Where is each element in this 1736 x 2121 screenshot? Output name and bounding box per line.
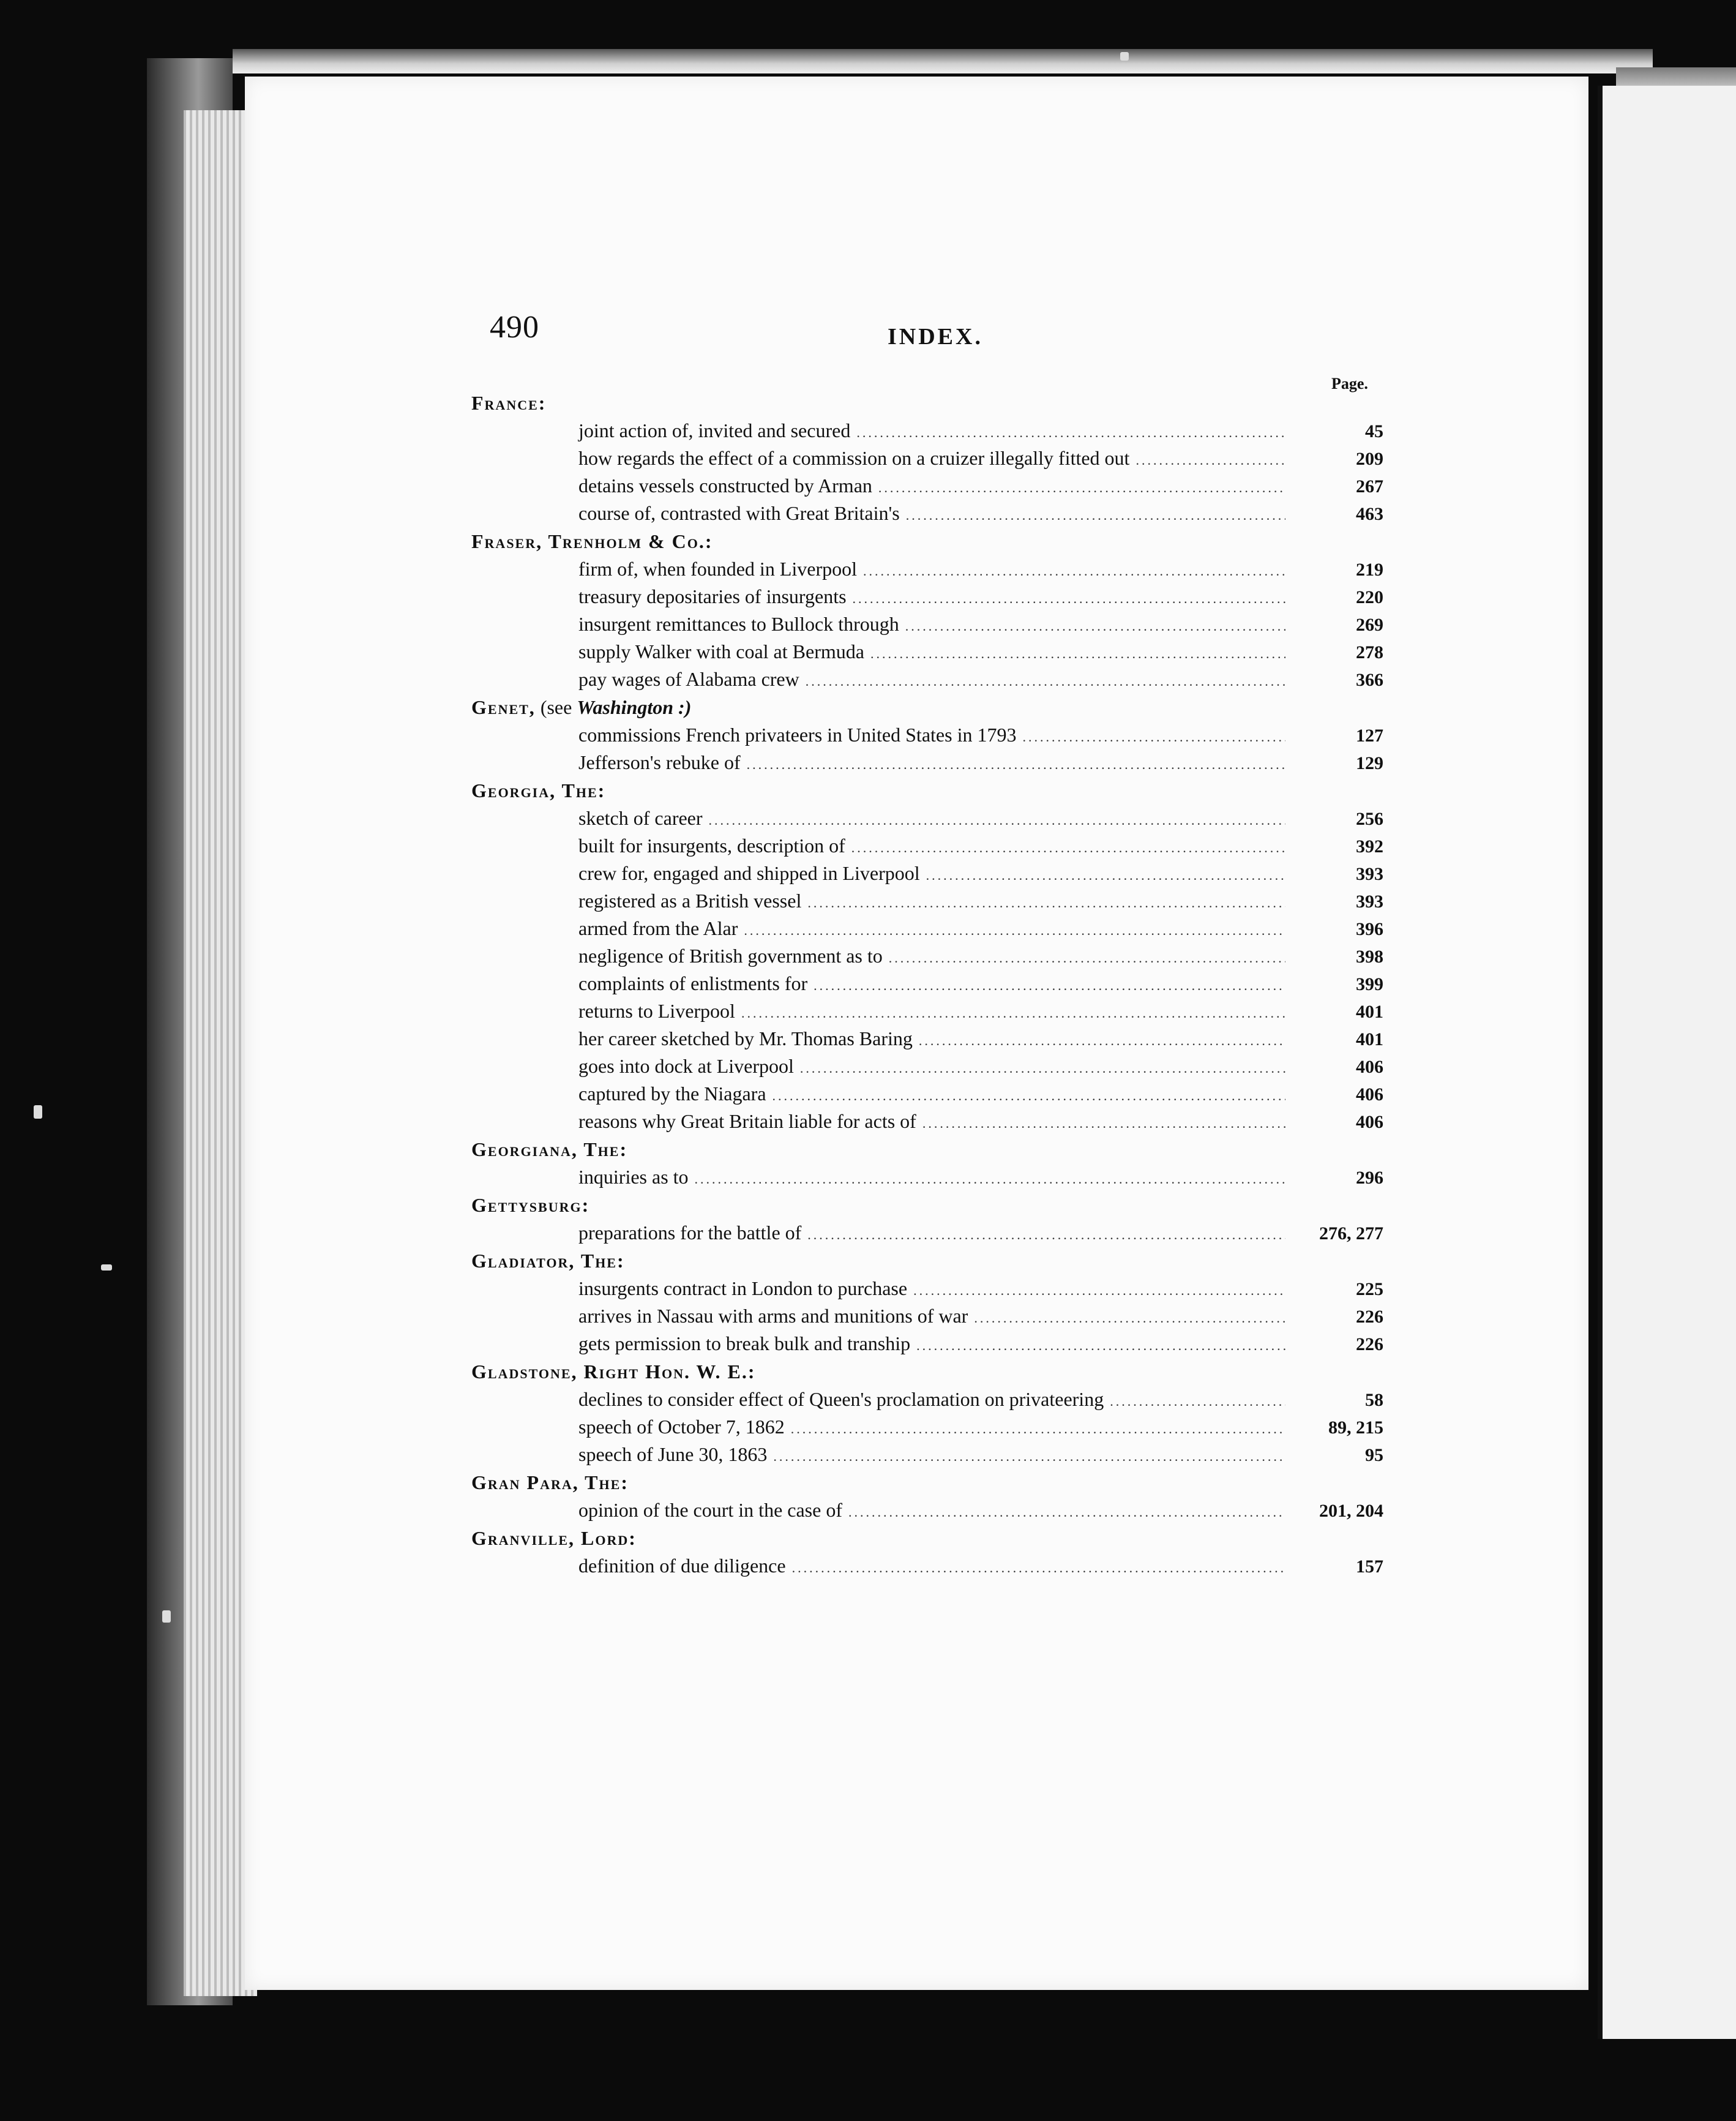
entry-heading-text: Granville, Lord: [471, 1527, 637, 1549]
dot-leader [878, 474, 1285, 501]
entry-heading-text: Fraser, Trenholm & Co.: [471, 530, 713, 552]
index-subentry [471, 1552, 1383, 1580]
subentry-text: reasons why Great Britain liable for acts of [578, 1110, 916, 1132]
scan-speck [34, 1105, 42, 1119]
index-entry [471, 1468, 1383, 1524]
subentry-text: supply Walker with coal at Bermuda [578, 640, 864, 663]
subentry-page-ref: 406 [1356, 1112, 1383, 1132]
dot-leader [744, 917, 1285, 944]
dot-leader [791, 1415, 1285, 1443]
index-subentry [471, 860, 1383, 887]
subentry-text: gets permission to break bulk and tranship [578, 1332, 911, 1354]
index-subentry [471, 500, 1383, 527]
dot-leader [806, 667, 1285, 695]
subentry-page-ref: 399 [1356, 974, 1383, 994]
dot-leader [1110, 1387, 1285, 1415]
index-subentry [471, 997, 1383, 1025]
entry-heading [471, 1357, 1383, 1386]
dot-leader [1022, 723, 1285, 751]
subentry-page-ref: 226 [1356, 1334, 1383, 1354]
page-heading: INDEX. [888, 324, 983, 350]
index-entry [471, 527, 1383, 693]
subentry-page-ref: 393 [1356, 864, 1383, 884]
subentry-page-ref: 157 [1356, 1556, 1383, 1577]
index-subentry [471, 1025, 1383, 1053]
subentry-page-ref: 398 [1356, 947, 1383, 967]
subentry-page-ref: 129 [1356, 753, 1383, 773]
subentry-page-ref: 393 [1356, 892, 1383, 912]
subentry-page-ref: 226 [1356, 1307, 1383, 1327]
index-subentry [471, 555, 1383, 583]
subentry-page-ref: 401 [1356, 1002, 1383, 1022]
dot-leader [870, 640, 1285, 667]
subentry-text: sketch of career [578, 807, 703, 829]
subentry-text: speech of October 7, 1862 [578, 1416, 785, 1438]
dot-leader [1136, 446, 1285, 474]
index-entry [471, 693, 1383, 776]
book-top-edge [233, 49, 1653, 73]
subentry-page-ref: 396 [1356, 919, 1383, 939]
index-subentry [471, 970, 1383, 997]
dot-leader [747, 751, 1285, 778]
subentry-page-ref: 219 [1356, 560, 1383, 580]
subentry-page-ref: 127 [1356, 726, 1383, 746]
index-subentry [471, 1330, 1383, 1357]
subentry-page-ref: 401 [1356, 1029, 1383, 1049]
subentry-page-ref: 89, 215 [1328, 1417, 1383, 1438]
dot-leader [848, 1498, 1285, 1526]
index-subentry [471, 1302, 1383, 1330]
dot-leader [800, 1054, 1285, 1082]
subentry-text: definition of due diligence [578, 1555, 786, 1577]
subentry-text: crew for, engaged and shipped in Liverpool [578, 862, 920, 884]
subentry-text: built for insurgents, description of [578, 835, 845, 857]
subentry-page-ref: 278 [1356, 642, 1383, 663]
index-subentry [471, 417, 1383, 445]
entry-heading-text: Georgia, The: [471, 779, 606, 801]
subentry-page-ref: 95 [1365, 1445, 1383, 1465]
entry-heading-crossref: Washington :) [577, 696, 692, 718]
entry-heading [471, 527, 1383, 555]
subentry-text: complaints of enlistments for [578, 972, 808, 994]
subentry-text: how regards the effect of a commission on a cruizer illegally fitted out [578, 447, 1130, 469]
dot-leader [889, 944, 1285, 972]
subentry-page-ref: 45 [1365, 421, 1383, 441]
subentry-text: declines to consider effect of Queen's proclamation on privateering [578, 1388, 1104, 1410]
page-number: 490 [490, 310, 539, 345]
scan-speck [162, 1610, 171, 1623]
index-subentry [471, 805, 1383, 832]
subentry-text: insurgents contract in London to purchase [578, 1277, 908, 1299]
entry-heading-text: Gettysburg: [471, 1194, 590, 1216]
index-subentry [471, 638, 1383, 666]
dot-leader [856, 419, 1285, 446]
subentry-page-ref: 209 [1356, 449, 1383, 469]
entry-heading-text: Gladstone, Right Hon. W. E.: [471, 1361, 756, 1383]
subentry-page-ref: 366 [1356, 670, 1383, 690]
subentry-text: armed from the Alar [578, 917, 738, 939]
entry-heading [471, 1247, 1383, 1275]
page-column-label: Page. [1331, 375, 1368, 392]
dot-leader [913, 1277, 1285, 1304]
index-subentry [471, 583, 1383, 610]
index-subentry [471, 1496, 1383, 1524]
subentry-text: treasury depositaries of insurgents [578, 585, 847, 607]
index-subentry [471, 666, 1383, 693]
entry-heading-text: Gladiator, The: [471, 1250, 625, 1272]
subentry-text: insurgent remittances to Bullock through [578, 613, 899, 635]
subentry-page-ref: 392 [1356, 836, 1383, 857]
subentry-text: preparations for the battle of [578, 1222, 802, 1244]
index-entry [471, 1247, 1383, 1357]
subentry-text: commissions French privateers in United States in 1793 [578, 724, 1017, 746]
index-subentry [471, 472, 1383, 500]
dot-leader [919, 1027, 1285, 1054]
entry-heading-text: Genet, [471, 696, 536, 718]
entry-heading [471, 1524, 1383, 1552]
dot-leader [741, 999, 1285, 1027]
scan-speck [1120, 52, 1129, 61]
entry-heading [471, 389, 1383, 417]
index-subentry [471, 1219, 1383, 1247]
subentry-page-ref: 406 [1356, 1057, 1383, 1077]
entry-heading [471, 1468, 1383, 1496]
subentry-page-ref: 463 [1356, 504, 1383, 524]
facing-page [1598, 86, 1736, 2039]
index-subentry [471, 832, 1383, 860]
dot-leader [773, 1443, 1285, 1470]
subentry-text: captured by the Niagara [578, 1083, 766, 1105]
index-subentry [471, 610, 1383, 638]
index-entry [471, 1524, 1383, 1580]
dot-leader [905, 612, 1285, 640]
subentry-text: returns to Liverpool [578, 1000, 735, 1022]
scan-speck [101, 1264, 112, 1271]
dot-leader [926, 862, 1285, 889]
entry-heading [471, 776, 1383, 805]
index-subentry [471, 942, 1383, 970]
index-entry [471, 1135, 1383, 1191]
index-entry [471, 1191, 1383, 1247]
subentry-text: negligence of British government as to [578, 945, 883, 967]
index-entry [471, 389, 1383, 527]
entry-heading-note: (see [535, 696, 577, 718]
index-entry [471, 776, 1383, 1135]
entry-heading [471, 1191, 1383, 1219]
entry-heading [471, 1135, 1383, 1163]
dot-leader [922, 1109, 1285, 1137]
index-subentry [471, 1275, 1383, 1302]
index-subentry [471, 915, 1383, 942]
dot-leader [814, 972, 1285, 999]
subentry-page-ref: 269 [1356, 615, 1383, 635]
index-subentry [471, 1053, 1383, 1080]
subentry-text: pay wages of Alabama crew [578, 668, 799, 690]
index-subentry [471, 1386, 1383, 1413]
dot-leader [807, 1221, 1285, 1248]
entry-heading-text: France: [471, 392, 547, 414]
subentry-page-ref: 406 [1356, 1084, 1383, 1105]
dot-leader [851, 834, 1285, 862]
dot-leader [695, 1165, 1285, 1193]
subentry-text: arrives in Nassau with arms and munitions of war [578, 1305, 968, 1327]
dot-leader [906, 501, 1285, 529]
entry-heading [471, 693, 1383, 721]
subentry-text: registered as a British vessel [578, 890, 802, 912]
subentry-text: opinion of the court in the case of [578, 1499, 842, 1521]
index-subentry [471, 1080, 1383, 1108]
dot-leader [916, 1332, 1285, 1359]
subentry-text: her career sketched by Mr. Thomas Baring [578, 1027, 913, 1049]
dot-leader [709, 806, 1285, 834]
index-subentry [471, 1441, 1383, 1468]
index-entry [471, 1357, 1383, 1468]
index-subentry [471, 749, 1383, 776]
subentry-page-ref: 296 [1356, 1168, 1383, 1188]
index-subentry [471, 445, 1383, 472]
subentry-text: inquiries as to [578, 1166, 689, 1188]
subentry-text: course of, contrasted with Great Britain's [578, 502, 900, 524]
subentry-text: joint action of, invited and secured [578, 419, 851, 441]
dot-leader [807, 889, 1285, 917]
dot-leader [863, 557, 1285, 585]
subentry-text: Jefferson's rebuke of [578, 751, 741, 773]
subentry-page-ref: 225 [1356, 1279, 1383, 1299]
subentry-page-ref: 276, 277 [1319, 1223, 1383, 1244]
dot-leader [853, 585, 1285, 612]
subentry-page-ref: 201, 204 [1319, 1501, 1383, 1521]
entry-heading-text: Georgiana, The: [471, 1138, 628, 1160]
subentry-text: goes into dock at Liverpool [578, 1055, 794, 1077]
subentry-page-ref: 267 [1356, 476, 1383, 497]
subentry-text: detains vessels constructed by Arman [578, 475, 872, 497]
subentry-page-ref: 58 [1365, 1390, 1383, 1410]
subentry-text: speech of June 30, 1863 [578, 1443, 768, 1465]
dot-leader [773, 1082, 1285, 1109]
entry-heading-text: Gran Para, The: [471, 1471, 629, 1493]
index-list [471, 389, 1383, 1580]
subentry-page-ref: 256 [1356, 809, 1383, 829]
index-subentry [471, 721, 1383, 749]
index-subentry [471, 1413, 1383, 1441]
dot-leader [792, 1554, 1285, 1582]
index-subentry [471, 887, 1383, 915]
index-subentry [471, 1163, 1383, 1191]
subentry-page-ref: 220 [1356, 587, 1383, 607]
index-subentry [471, 1108, 1383, 1135]
dot-leader [974, 1304, 1285, 1332]
subentry-text: firm of, when founded in Liverpool [578, 558, 857, 580]
